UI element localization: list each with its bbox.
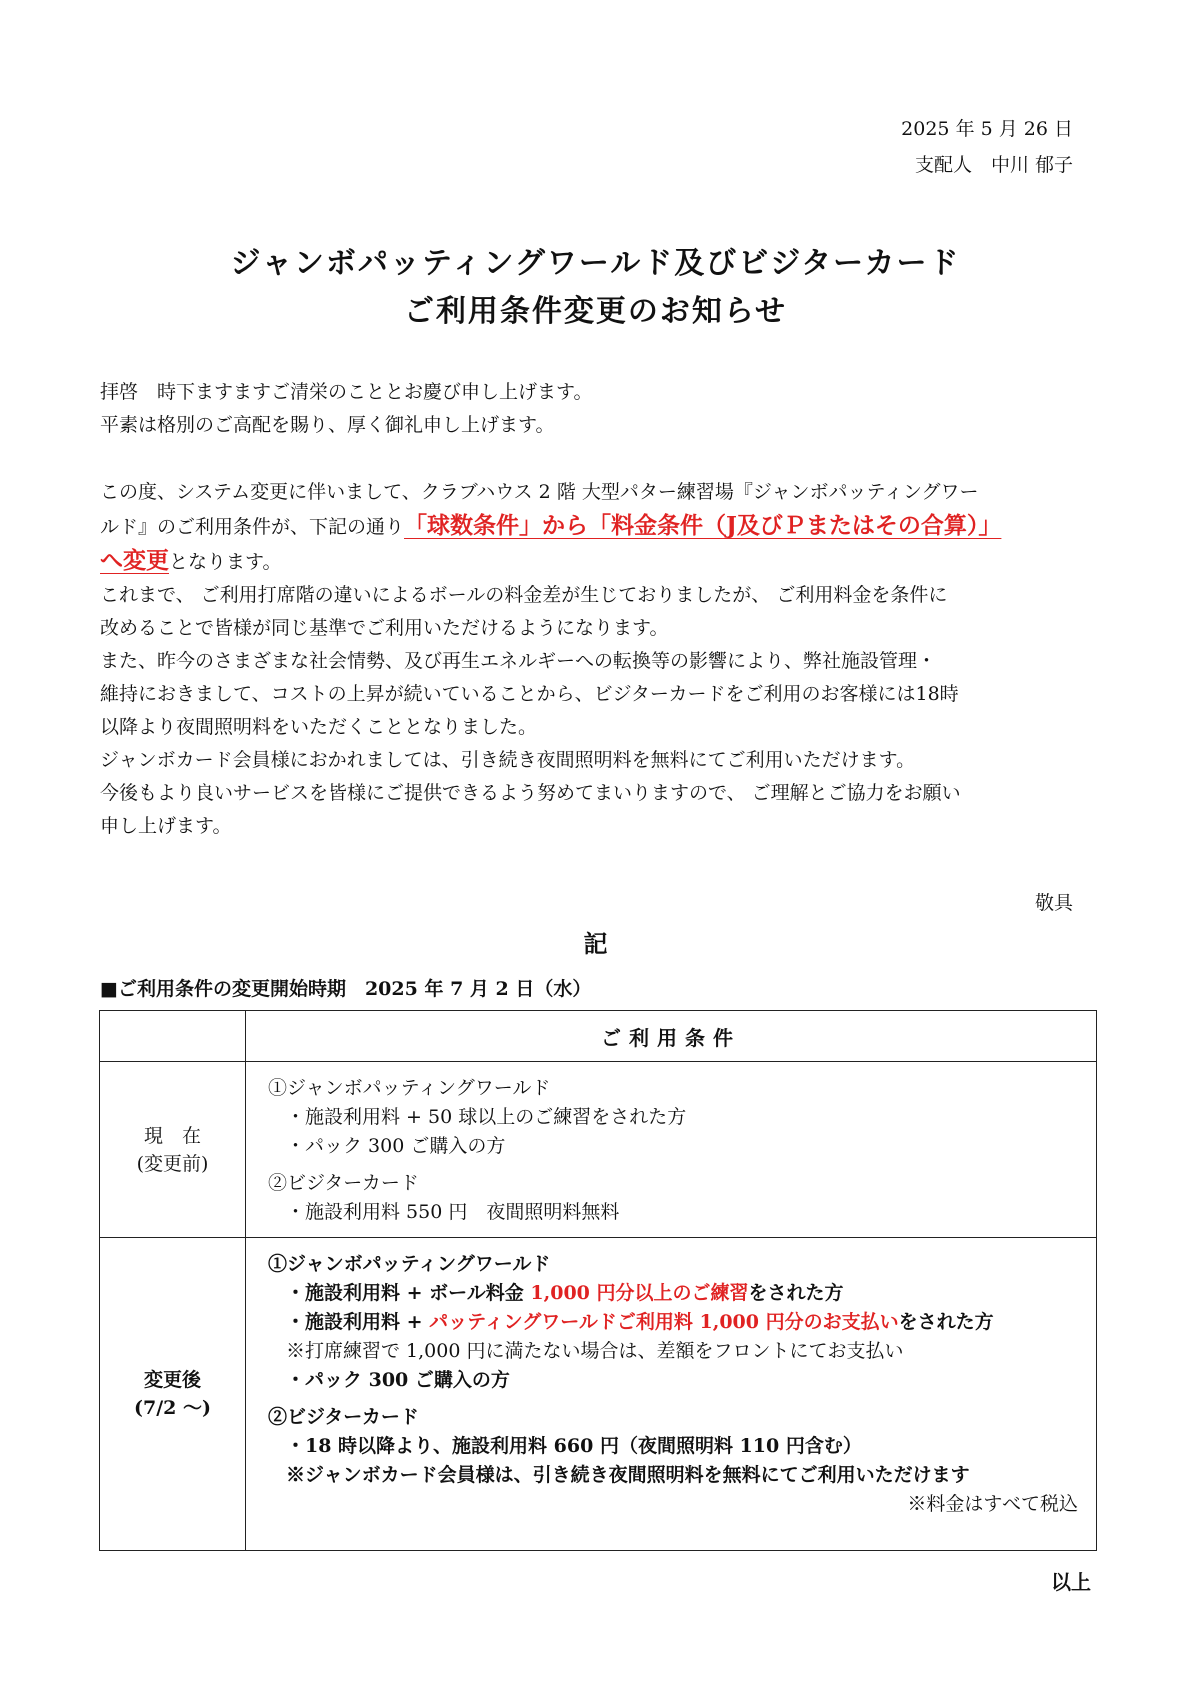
row-label-after-line1: 変更後 xyxy=(143,1369,201,1391)
table-header-cell: ご利用条件 xyxy=(246,1011,1097,1062)
after-item1-red: 1,000 円分以上のご練習 xyxy=(530,1282,749,1304)
change-highlight-a: 「球数条件」から「料金条件（J及びＰまたはその合算）」 xyxy=(404,512,1002,539)
title-line-2: ご利用条件変更のお知らせ xyxy=(403,294,788,329)
after-item2-pre: ・施設利用料 + xyxy=(286,1311,430,1333)
row-label-after-line2: (7/2 ～) xyxy=(134,1397,211,1419)
body-text xyxy=(100,476,1001,843)
after-jpw-note: ※打席練習で 1,000 円に満たない場合は、差額をフロントにてお支払い xyxy=(286,1340,904,1362)
tax-note: ※料金はすべて税込 xyxy=(907,1493,1078,1515)
body-p2-line2: 改めることで皆様が同じ基準でご利用いただけるようになります。 xyxy=(100,617,669,639)
body-p2-line1: これまで、 ご利用打席階の違いによるボールの料金差が生じておりましたが、 ご利用料金を条件に xyxy=(100,584,948,606)
conditions-table xyxy=(99,1010,1097,1551)
body-p1-line3 xyxy=(100,544,1001,579)
after-item1-post: をされた方 xyxy=(748,1282,844,1304)
body-p3-line3: 以降より夜間照明料をいただくこととなりました。 xyxy=(100,716,538,738)
after-conditions-cell xyxy=(246,1238,1097,1551)
greeting-block xyxy=(100,376,592,442)
after-member-note: ※ジャンボカード会員様は、引き続き夜間照明料を無料にてご利用いただけます xyxy=(286,1464,970,1486)
after-visitor-title: ②ビジターカード xyxy=(268,1406,419,1428)
table-header-row xyxy=(100,1011,1097,1062)
current-jpw-title: ①ジャンボパッティングワールド xyxy=(268,1077,551,1099)
current-visitor-title: ②ビジターカード xyxy=(268,1172,419,1194)
ki-heading: 記 xyxy=(583,929,608,958)
current-visitor-item-1: ・施設利用料 550 円 夜間照明料無料 xyxy=(286,1201,620,1223)
body-p3-line2: 維持におきまして、コストの上昇が続いていることから、ビジターカードをご利用のお客様には18時 xyxy=(100,683,959,705)
after-visitor-item-1: ・18 時以降より、施設利用料 660 円（夜間照明料 110 円含む） xyxy=(286,1435,862,1457)
body-p1-line3-post: となります。 xyxy=(169,551,282,573)
current-jpw-item-2: ・パック 300 ご購入の方 xyxy=(286,1135,506,1157)
table-row-current xyxy=(100,1062,1097,1238)
after-jpw-title: ①ジャンボパッティングワールド xyxy=(268,1253,551,1275)
change-highlight-b: へ変更 xyxy=(100,547,169,574)
after-item2-post: をされた方 xyxy=(898,1311,994,1333)
after-item1-pre: ・施設利用料 + ボール料金 xyxy=(286,1282,531,1304)
closing-ijou: 以上 xyxy=(1051,1570,1091,1594)
body-p1-line2 xyxy=(100,509,1001,544)
title-line-1: ジャンボパッティングワールド及びビジターカード xyxy=(230,246,961,281)
table-row-after xyxy=(100,1238,1097,1551)
author-signature: 支配人 中川 郁子 xyxy=(914,154,1073,176)
body-p3-line1: また、昨今のさまざまな社会情勢、及び再生エネルギーへの転換等の影響により、弊社施設管理・ xyxy=(100,650,937,672)
issue-date: 2025 年 5 月 26 日 xyxy=(901,118,1073,140)
greeting-line-1: 拝啓 時下ますますご清栄のこととお慶び申し上げます。 xyxy=(100,381,593,403)
table-corner-cell xyxy=(100,1011,246,1062)
current-jpw-item-1: ・施設利用料 + 50 球以上のご練習をされた方 xyxy=(286,1106,687,1128)
greeting-line-2: 平素は格別のご高配を賜り、厚く御礼申し上げます。 xyxy=(100,414,555,436)
body-p5-line1: 今後もより良いサービスを皆様にご提供できるよう努めてまいりますので、 ご理解とご協力をお願い xyxy=(100,782,961,804)
body-p5-line2: 申し上げます。 xyxy=(100,815,232,837)
row-label-current-line2: (変更前) xyxy=(136,1152,209,1175)
body-p4: ジャンボカード会員様におかれましては、引き続き夜間照明料を無料にてご利用いただけます。 xyxy=(100,749,916,771)
body-p1-line2-pre: ルド』のご利用条件が、下記の通り xyxy=(100,516,405,538)
row-label-current-line1: 現 在 xyxy=(143,1124,201,1147)
section-heading: ■ご利用条件の変更開始時期 2025 年 7 月 2 日（水） xyxy=(100,978,592,1000)
after-jpw-item-2 xyxy=(268,1308,1096,1337)
current-conditions-cell xyxy=(246,1062,1097,1238)
after-item2-red: パッティングワールドご利用料 1,000 円分のお支払い xyxy=(429,1311,899,1333)
after-jpw-item-1 xyxy=(268,1279,1096,1308)
closing-keigu: 敬具 xyxy=(1034,892,1073,914)
row-label-current xyxy=(100,1062,246,1238)
body-p1-line1: この度、システム変更に伴いまして、クラブハウス 2 階 大型パター練習場『ジャンボパッティングワー xyxy=(100,481,979,503)
row-label-after xyxy=(100,1238,246,1551)
after-jpw-item-3: ・パック 300 ご購入の方 xyxy=(286,1369,510,1391)
